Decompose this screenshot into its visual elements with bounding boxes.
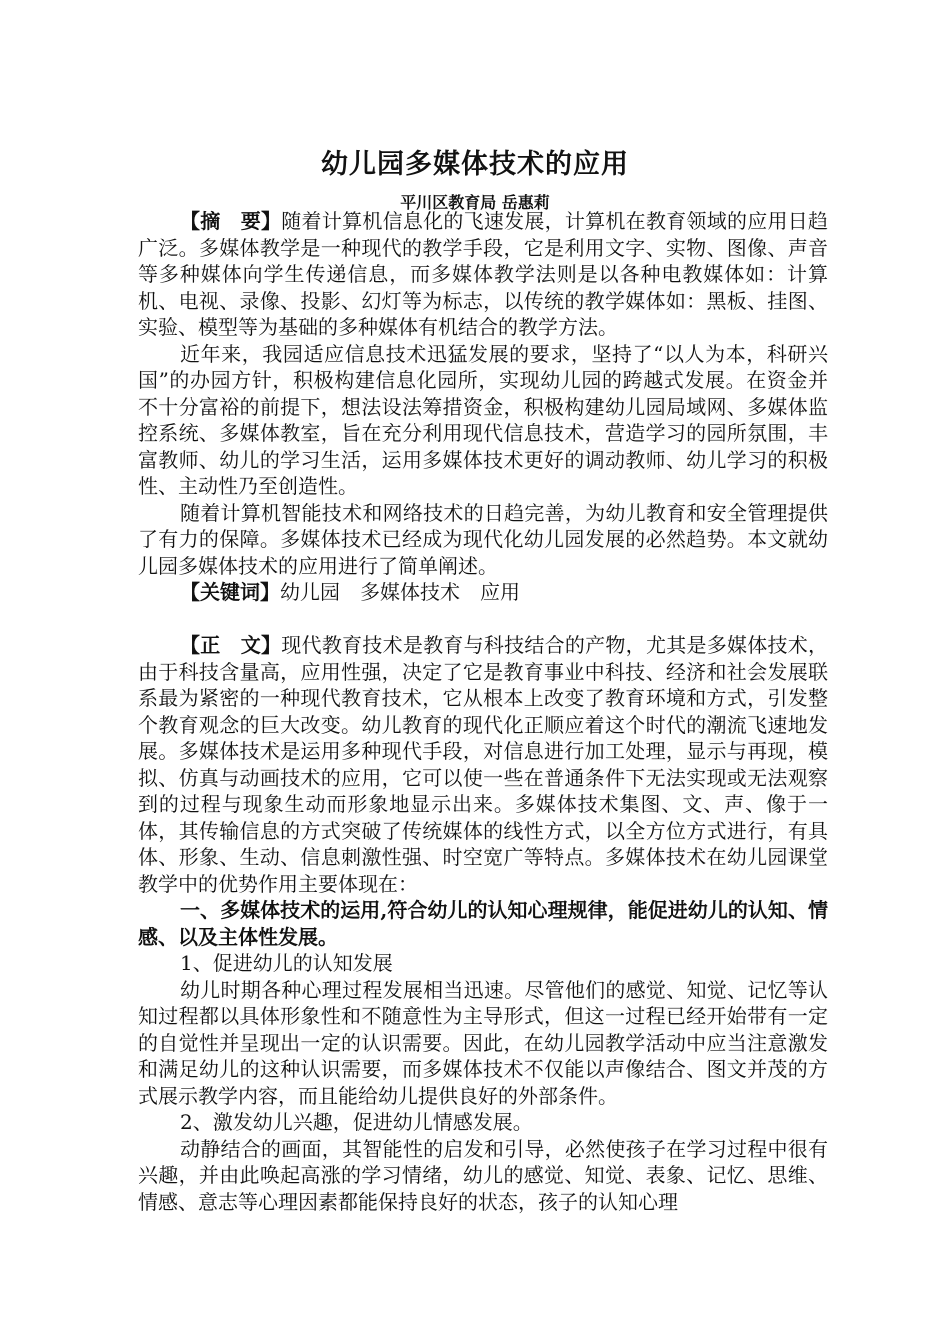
subheading-1: 1、促进幼儿的认知发展 (180, 951, 393, 975)
abstract-paragraph (138, 208, 828, 341)
body-label: 【正 文】 (180, 633, 282, 657)
document-author: 平川区教育局 岳惠莉 (400, 193, 550, 212)
body-intro-paragraph (138, 632, 828, 897)
blank-line (138, 606, 828, 633)
document-title: 幼儿园多媒体技术的应用 (321, 149, 629, 180)
document-content (138, 208, 828, 1215)
abstract-label: 【摘 要】 (180, 209, 282, 233)
keywords-label: 【关键词】 (180, 580, 280, 604)
abstract-text: 随着计算机信息化的飞速发展，计算机在教育领域的应用日趋广泛。多媒体教学是一种现代的教学手段，它是利用文字、实物、图像、声音等多种媒体向学生传递信息，而多媒体教学法则是以各种电教媒体如：计算机、电视、录像、投影、幻灯等为标志，以传统的教学媒体如：黑板、挂图、实验、模型等为基础的多种媒体有机结合的教学方法。 (138, 209, 829, 339)
abstract-paragraph-2: 近年来，我园适应信息技术迅猛发展的要求，坚持了“以人为本，科研兴国”的办园方针，积极构建信息化园所，实现幼儿园的跨越式发展。在资金并不十分富裕的前提下，想法设法筹措资金，积极构建幼儿园局域网、多媒体监控系统、多媒体教室，旨在充分利用现代信息技术，营造学习的园所氛围，丰富教师、幼儿的学习生活，运用多媒体技术更好的调动教师、幼儿学习的积极性、主动性乃至创造性。 (138, 341, 828, 498)
subheading-2: 2、激发幼儿兴趣，促进幼儿情感发展。 (180, 1110, 533, 1134)
keywords-text: 幼儿园 多媒体技术 应用 (280, 580, 520, 604)
section-heading-1: 一、多媒体技术的运用,符合幼儿的认知心理规律，能促进幼儿的认知、情感、以及主体性发展。 (138, 898, 828, 949)
abstract-paragraph-3: 随着计算机智能技术和网络技术的日趋完善，为幼儿教育和安全管理提供了有力的保障。多媒体技术已经成为现代化幼儿园发展的必然趋势。本文就幼儿园多媒体技术的应用进行了简单阐述。 (138, 500, 828, 578)
subsection-1-paragraph: 幼儿时期各种心理过程发展相当迅速。尽管他们的感觉、知觉、记忆等认知过程都以具体形象性和不随意性为主导形式，但这一过程已经开始带有一定的自觉性并呈现出一定的认识需要。因此，在幼儿园教学活动中应当注意激发和满足幼儿的这种认识需要，而多媒体技术不仅能以声像结合、图文并茂的方式展示教学内容，而且能给幼儿提供良好的外部条件。 (138, 977, 828, 1108)
body-intro-text: 现代教育技术是教育与科技结合的产物，尤其是多媒体技术，由于科技含量高，应用性强，决定了它是教育事业中科技、经济和社会发展联系最为紧密的一种现代教育技术，它从根本上改变了教育环境和方式，引发整个教育观念的巨大改变。幼儿教育的现代化正顺应着这个时代的潮流飞速地发展。多媒体技术是运用多种现代手段，对信息进行加工处理，显示与再现，模拟、仿真与动画技术的应用，它可以使一些在普通条件下无法实现或无法观察到的过程与现象生动而形象地显示出来。多媒体技术集图、文、声、像于一体，其传输信息的方式突破了传统媒体的线性方式，以全方位方式进行，有具体、形象、生动、信息刺激性强、时空宽广等特点。多媒体技术在幼儿园课堂教学中的优势作用主要体现在： (138, 633, 829, 896)
subsection-2-paragraph: 动静结合的画面，其智能性的启发和引导，必然使孩子在学习过程中很有兴趣，并由此唤起高涨的学习情绪，幼儿的感觉、知觉、表象、记忆、思维、情感、意志等心理因素都能保持良好的状态，孩子的认知心理 (138, 1136, 828, 1214)
keywords-paragraph (138, 579, 828, 606)
